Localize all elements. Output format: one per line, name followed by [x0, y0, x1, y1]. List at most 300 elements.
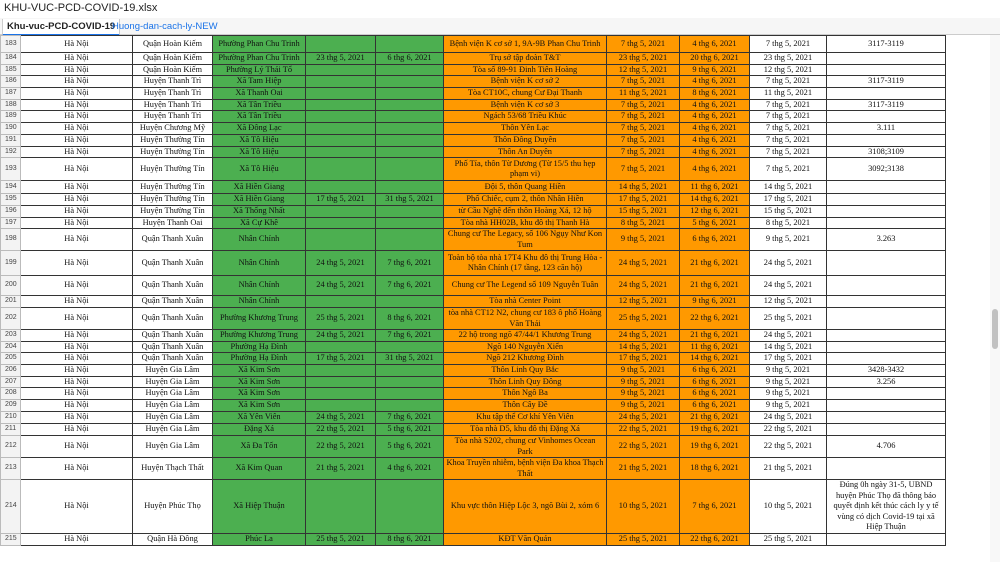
location-cell[interactable]: Tòa nhà Center Point [444, 296, 607, 308]
ward-cell[interactable]: Xã Tô Hiệu [213, 158, 306, 181]
location-cell[interactable]: Đội 5, thôn Quang Hiền [444, 181, 607, 194]
ward-cell[interactable]: Phường Phan Chu Trinh [213, 53, 306, 65]
ward-cell[interactable]: Xã Tô Hiệu [213, 146, 306, 158]
date-from-cell[interactable]: 14 thg 5, 2021 [607, 181, 680, 194]
district-cell[interactable]: Huyện Gia Lâm [133, 424, 213, 436]
district-cell[interactable]: Huyện Thanh Trì [133, 87, 213, 99]
date-cell[interactable]: 11 thg 5, 2021 [750, 87, 827, 99]
note-cell[interactable] [827, 353, 946, 365]
province-cell[interactable]: Hà Nội [21, 388, 133, 400]
note-cell[interactable]: 3117-3119 [827, 76, 946, 88]
note-cell[interactable] [827, 276, 946, 296]
row-number-cell[interactable]: 189 [1, 111, 21, 123]
date-from-cell[interactable]: 7 thg 5, 2021 [607, 111, 680, 123]
start-date-cell[interactable] [306, 181, 376, 194]
district-cell[interactable]: Quận Thanh Xuân [133, 330, 213, 342]
end-date-cell[interactable] [376, 64, 444, 76]
date-to-cell[interactable]: 21 thg 6, 2021 [680, 330, 750, 342]
date-from-cell[interactable]: 17 thg 5, 2021 [607, 194, 680, 206]
province-cell[interactable]: Hà Nội [21, 158, 133, 181]
province-cell[interactable]: Hà Nội [21, 146, 133, 158]
location-cell[interactable]: từ Cầu Nghệ đến thôn Hoàng Xá, 12 hộ [444, 205, 607, 217]
start-date-cell[interactable]: 25 thg 5, 2021 [306, 308, 376, 330]
row-number-cell[interactable]: 209 [1, 400, 21, 412]
date-to-cell[interactable]: 19 thg 6, 2021 [680, 424, 750, 436]
date-cell[interactable]: 7 thg 5, 2021 [750, 99, 827, 111]
province-cell[interactable]: Hà Nội [21, 205, 133, 217]
district-cell[interactable]: Huyện Gia Lâm [133, 400, 213, 412]
end-date-cell[interactable]: 8 thg 6, 2021 [376, 308, 444, 330]
note-cell[interactable] [827, 217, 946, 229]
row-number-cell[interactable]: 194 [1, 181, 21, 194]
date-cell[interactable]: 24 thg 5, 2021 [750, 276, 827, 296]
start-date-cell[interactable] [306, 205, 376, 217]
note-cell[interactable] [827, 533, 946, 545]
end-date-cell[interactable] [376, 480, 444, 534]
location-cell[interactable]: Chung cư The Legacy, số 106 Ngụy Như Kon Tum [444, 229, 607, 251]
end-date-cell[interactable] [376, 158, 444, 181]
note-cell[interactable]: 3108;3109 [827, 146, 946, 158]
district-cell[interactable]: Huyện Thường Tín [133, 158, 213, 181]
ward-cell[interactable]: Xã Yên Viên [213, 412, 306, 424]
row-number-cell[interactable]: 208 [1, 388, 21, 400]
row-number-cell[interactable]: 195 [1, 194, 21, 206]
ward-cell[interactable]: Phúc La [213, 533, 306, 545]
start-date-cell[interactable] [306, 480, 376, 534]
date-to-cell[interactable]: 5 thg 6, 2021 [680, 217, 750, 229]
location-cell[interactable]: Ngõ 140 Nguyễn Xiển [444, 341, 607, 353]
start-date-cell[interactable] [306, 146, 376, 158]
province-cell[interactable]: Hà Nội [21, 424, 133, 436]
location-cell[interactable]: Ngách 53/68 Triều Khúc [444, 111, 607, 123]
province-cell[interactable]: Hà Nội [21, 229, 133, 251]
province-cell[interactable]: Hà Nội [21, 276, 133, 296]
end-date-cell[interactable] [376, 76, 444, 88]
date-to-cell[interactable]: 14 thg 6, 2021 [680, 194, 750, 206]
location-cell[interactable]: Thôn Ngô Ba [444, 388, 607, 400]
end-date-cell[interactable] [376, 135, 444, 147]
note-cell[interactable] [827, 251, 946, 276]
ward-cell[interactable]: Xã Hiền Giang [213, 181, 306, 194]
end-date-cell[interactable] [376, 217, 444, 229]
ward-cell[interactable]: Xã Tam Hiệp [213, 76, 306, 88]
province-cell[interactable]: Hà Nội [21, 480, 133, 534]
district-cell[interactable]: Quận Hoàn Kiếm [133, 36, 213, 53]
start-date-cell[interactable] [306, 229, 376, 251]
district-cell[interactable]: Quận Thanh Xuân [133, 276, 213, 296]
start-date-cell[interactable]: 22 thg 5, 2021 [306, 436, 376, 458]
note-cell[interactable] [827, 388, 946, 400]
district-cell[interactable]: Quận Thanh Xuân [133, 251, 213, 276]
note-cell[interactable] [827, 64, 946, 76]
end-date-cell[interactable]: 31 thg 5, 2021 [376, 353, 444, 365]
start-date-cell[interactable]: 24 thg 5, 2021 [306, 330, 376, 342]
ward-cell[interactable]: Xã Hiệp Thuận [213, 480, 306, 534]
province-cell[interactable]: Hà Nội [21, 353, 133, 365]
date-from-cell[interactable]: 10 thg 5, 2021 [607, 480, 680, 534]
date-cell[interactable]: 15 thg 5, 2021 [750, 205, 827, 217]
note-cell[interactable]: 3.111 [827, 123, 946, 135]
tab-khu-vuc-pcd-covid-19[interactable]: Khu-vuc-PCD-COVID-19 [2, 19, 120, 36]
note-cell[interactable] [827, 111, 946, 123]
date-cell[interactable]: 7 thg 5, 2021 [750, 146, 827, 158]
location-cell[interactable]: Phố Tía, thôn Từ Dương (Từ 15/5 thu hẹp phạm vi) [444, 158, 607, 181]
ward-cell[interactable]: Nhân Chính [213, 296, 306, 308]
end-date-cell[interactable]: 7 thg 6, 2021 [376, 276, 444, 296]
date-cell[interactable]: 9 thg 5, 2021 [750, 388, 827, 400]
province-cell[interactable]: Hà Nội [21, 330, 133, 342]
ward-cell[interactable]: Phường Khương Trung [213, 308, 306, 330]
end-date-cell[interactable] [376, 146, 444, 158]
district-cell[interactable]: Huyện Gia Lâm [133, 365, 213, 377]
province-cell[interactable]: Hà Nội [21, 217, 133, 229]
ward-cell[interactable]: Nhân Chính [213, 251, 306, 276]
row-number-cell[interactable]: 214 [1, 480, 21, 534]
date-cell[interactable]: 24 thg 5, 2021 [750, 251, 827, 276]
note-cell[interactable]: 3.256 [827, 376, 946, 388]
location-cell[interactable]: tòa nhà CT12 N2, chung cư 183 ô phố Hoàng Văn Thái [444, 308, 607, 330]
ward-cell[interactable]: Xã Kim Quan [213, 458, 306, 480]
note-cell[interactable]: 3428-3432 [827, 365, 946, 377]
date-from-cell[interactable]: 24 thg 5, 2021 [607, 251, 680, 276]
date-to-cell[interactable]: 21 thg 6, 2021 [680, 276, 750, 296]
start-date-cell[interactable]: 17 thg 5, 2021 [306, 353, 376, 365]
date-cell[interactable]: 7 thg 5, 2021 [750, 123, 827, 135]
date-cell[interactable]: 7 thg 5, 2021 [750, 158, 827, 181]
ward-cell[interactable]: Phường Lý Thái Tổ [213, 64, 306, 76]
note-cell[interactable] [827, 308, 946, 330]
note-cell[interactable] [827, 412, 946, 424]
date-to-cell[interactable]: 6 thg 6, 2021 [680, 229, 750, 251]
location-cell[interactable]: Thôn Cây Đề [444, 400, 607, 412]
date-from-cell[interactable]: 7 thg 5, 2021 [607, 76, 680, 88]
start-date-cell[interactable] [306, 341, 376, 353]
location-cell[interactable]: Khoa Truyền nhiễm, bệnh viện Đa khoa Thạch Thất [444, 458, 607, 480]
date-to-cell[interactable]: 4 thg 6, 2021 [680, 99, 750, 111]
end-date-cell[interactable]: 8 thg 6, 2021 [376, 533, 444, 545]
district-cell[interactable]: Huyện Thanh Trì [133, 76, 213, 88]
date-to-cell[interactable]: 7 thg 6, 2021 [680, 480, 750, 534]
ward-cell[interactable]: Nhân Chính [213, 229, 306, 251]
start-date-cell[interactable] [306, 123, 376, 135]
date-to-cell[interactable]: 8 thg 6, 2021 [680, 87, 750, 99]
ward-cell[interactable]: Phường Hạ Đình [213, 353, 306, 365]
date-cell[interactable]: 7 thg 5, 2021 [750, 36, 827, 53]
province-cell[interactable]: Hà Nội [21, 341, 133, 353]
district-cell[interactable]: Quận Thanh Xuân [133, 308, 213, 330]
province-cell[interactable]: Hà Nội [21, 76, 133, 88]
end-date-cell[interactable] [376, 229, 444, 251]
row-number-cell[interactable]: 192 [1, 146, 21, 158]
end-date-cell[interactable]: 5 thg 6, 2021 [376, 436, 444, 458]
district-cell[interactable]: Huyện Thường Tín [133, 194, 213, 206]
district-cell[interactable]: Huyện Phúc Thọ [133, 480, 213, 534]
date-from-cell[interactable]: 24 thg 5, 2021 [607, 276, 680, 296]
note-cell[interactable] [827, 194, 946, 206]
district-cell[interactable]: Quận Thanh Xuân [133, 341, 213, 353]
date-cell[interactable]: 12 thg 5, 2021 [750, 296, 827, 308]
date-cell[interactable]: 24 thg 5, 2021 [750, 412, 827, 424]
date-cell[interactable]: 10 thg 5, 2021 [750, 480, 827, 534]
date-to-cell[interactable]: 4 thg 6, 2021 [680, 158, 750, 181]
date-cell[interactable]: 21 thg 5, 2021 [750, 458, 827, 480]
start-date-cell[interactable] [306, 388, 376, 400]
province-cell[interactable]: Hà Nội [21, 251, 133, 276]
date-cell[interactable]: 22 thg 5, 2021 [750, 424, 827, 436]
date-to-cell[interactable]: 12 thg 6, 2021 [680, 205, 750, 217]
start-date-cell[interactable]: 22 thg 5, 2021 [306, 424, 376, 436]
date-to-cell[interactable]: 19 thg 6, 2021 [680, 436, 750, 458]
note-cell[interactable] [827, 296, 946, 308]
district-cell[interactable]: Huyện Thanh Trì [133, 99, 213, 111]
row-number-cell[interactable]: 210 [1, 412, 21, 424]
district-cell[interactable]: Huyện Thường Tín [133, 135, 213, 147]
date-from-cell[interactable]: 7 thg 5, 2021 [607, 36, 680, 53]
district-cell[interactable]: Huyện Thường Tín [133, 146, 213, 158]
start-date-cell[interactable]: 23 thg 5, 2021 [306, 53, 376, 65]
end-date-cell[interactable]: 6 thg 6, 2021 [376, 53, 444, 65]
date-to-cell[interactable]: 11 thg 6, 2021 [680, 181, 750, 194]
start-date-cell[interactable] [306, 376, 376, 388]
date-from-cell[interactable]: 7 thg 5, 2021 [607, 99, 680, 111]
district-cell[interactable]: Quận Hà Đông [133, 533, 213, 545]
note-cell[interactable] [827, 330, 946, 342]
date-from-cell[interactable]: 7 thg 5, 2021 [607, 158, 680, 181]
date-from-cell[interactable]: 9 thg 5, 2021 [607, 376, 680, 388]
ward-cell[interactable]: Xã Tân Triều [213, 111, 306, 123]
start-date-cell[interactable] [306, 217, 376, 229]
row-number-cell[interactable]: 187 [1, 87, 21, 99]
date-cell[interactable]: 9 thg 5, 2021 [750, 400, 827, 412]
ward-cell[interactable]: Xã Thống Nhất [213, 205, 306, 217]
date-from-cell[interactable]: 15 thg 5, 2021 [607, 205, 680, 217]
district-cell[interactable]: Quận Hoàn Kiếm [133, 53, 213, 65]
date-cell[interactable]: 7 thg 5, 2021 [750, 135, 827, 147]
province-cell[interactable]: Hà Nội [21, 87, 133, 99]
location-cell[interactable]: Tòa nhà S202, chung cư Vinhomes Ocean Park [444, 436, 607, 458]
end-date-cell[interactable] [376, 341, 444, 353]
row-number-cell[interactable]: 196 [1, 205, 21, 217]
province-cell[interactable]: Hà Nội [21, 533, 133, 545]
date-cell[interactable]: 8 thg 5, 2021 [750, 217, 827, 229]
date-cell[interactable]: 23 thg 5, 2021 [750, 53, 827, 65]
row-number-cell[interactable]: 193 [1, 158, 21, 181]
date-to-cell[interactable]: 22 thg 6, 2021 [680, 533, 750, 545]
location-cell[interactable]: Thôn Linh Quy Đông [444, 376, 607, 388]
date-to-cell[interactable]: 4 thg 6, 2021 [680, 146, 750, 158]
note-cell[interactable] [827, 135, 946, 147]
end-date-cell[interactable] [376, 388, 444, 400]
end-date-cell[interactable] [376, 123, 444, 135]
date-from-cell[interactable]: 9 thg 5, 2021 [607, 229, 680, 251]
province-cell[interactable]: Hà Nội [21, 412, 133, 424]
end-date-cell[interactable]: 31 thg 5, 2021 [376, 194, 444, 206]
date-from-cell[interactable]: 22 thg 5, 2021 [607, 436, 680, 458]
date-cell[interactable]: 9 thg 5, 2021 [750, 229, 827, 251]
ward-cell[interactable]: Phường Khương Trung [213, 330, 306, 342]
date-to-cell[interactable]: 9 thg 6, 2021 [680, 64, 750, 76]
start-date-cell[interactable] [306, 76, 376, 88]
row-number-cell[interactable]: 199 [1, 251, 21, 276]
district-cell[interactable]: Huyện Gia Lâm [133, 376, 213, 388]
date-to-cell[interactable]: 4 thg 6, 2021 [680, 135, 750, 147]
province-cell[interactable]: Hà Nội [21, 458, 133, 480]
row-number-cell[interactable]: 191 [1, 135, 21, 147]
date-cell[interactable]: 14 thg 5, 2021 [750, 181, 827, 194]
district-cell[interactable]: Quận Thanh Xuân [133, 229, 213, 251]
row-number-cell[interactable]: 198 [1, 229, 21, 251]
location-cell[interactable]: 22 hộ trong ngõ 47/44/1 Khương Trung [444, 330, 607, 342]
district-cell[interactable]: Huyện Gia Lâm [133, 388, 213, 400]
start-date-cell[interactable] [306, 400, 376, 412]
note-cell[interactable] [827, 458, 946, 480]
district-cell[interactable]: Quận Hoàn Kiếm [133, 64, 213, 76]
date-to-cell[interactable]: 6 thg 6, 2021 [680, 376, 750, 388]
date-cell[interactable]: 12 thg 5, 2021 [750, 64, 827, 76]
location-cell[interactable]: Tòa CT10C, chung Cư Đại Thanh [444, 87, 607, 99]
date-to-cell[interactable]: 20 thg 6, 2021 [680, 53, 750, 65]
start-date-cell[interactable]: 24 thg 5, 2021 [306, 276, 376, 296]
row-number-cell[interactable]: 202 [1, 308, 21, 330]
district-cell[interactable]: Huyện Chương Mỹ [133, 123, 213, 135]
date-from-cell[interactable]: 7 thg 5, 2021 [607, 146, 680, 158]
note-cell[interactable] [827, 53, 946, 65]
location-cell[interactable]: Khu vực thôn Hiệp Lộc 3, ngõ Bùi 2, xóm 6 [444, 480, 607, 534]
date-to-cell[interactable]: 4 thg 6, 2021 [680, 111, 750, 123]
ward-cell[interactable]: Xã Kim Sơn [213, 365, 306, 377]
start-date-cell[interactable] [306, 87, 376, 99]
ward-cell[interactable]: Xã Hiền Giang [213, 194, 306, 206]
end-date-cell[interactable]: 7 thg 6, 2021 [376, 330, 444, 342]
location-cell[interactable]: Tòa số 89-91 Đinh Tiên Hoàng [444, 64, 607, 76]
district-cell[interactable]: Huyện Thạch Thất [133, 458, 213, 480]
date-from-cell[interactable]: 7 thg 5, 2021 [607, 135, 680, 147]
start-date-cell[interactable]: 24 thg 5, 2021 [306, 412, 376, 424]
date-from-cell[interactable]: 9 thg 5, 2021 [607, 400, 680, 412]
date-to-cell[interactable]: 9 thg 6, 2021 [680, 296, 750, 308]
row-number-cell[interactable]: 183 [1, 36, 21, 53]
spreadsheet-grid[interactable] [0, 35, 990, 562]
province-cell[interactable]: Hà Nội [21, 436, 133, 458]
ward-cell[interactable]: Phường Phan Chu Trinh [213, 36, 306, 53]
date-from-cell[interactable]: 9 thg 5, 2021 [607, 388, 680, 400]
district-cell[interactable]: Quận Thanh Xuân [133, 296, 213, 308]
scrollbar-thumb[interactable] [992, 309, 998, 349]
tab-huong-dan-cach-ly-new[interactable]: Huong-dan-cach-ly-NEW [112, 21, 218, 32]
date-cell[interactable]: 9 thg 5, 2021 [750, 365, 827, 377]
ward-cell[interactable]: Xã Đa Tốn [213, 436, 306, 458]
start-date-cell[interactable]: 17 thg 5, 2021 [306, 194, 376, 206]
district-cell[interactable]: Huyện Thanh Trì [133, 111, 213, 123]
province-cell[interactable]: Hà Nội [21, 308, 133, 330]
date-cell[interactable]: 24 thg 5, 2021 [750, 330, 827, 342]
date-from-cell[interactable]: 12 thg 5, 2021 [607, 64, 680, 76]
date-from-cell[interactable]: 8 thg 5, 2021 [607, 217, 680, 229]
date-to-cell[interactable]: 11 thg 6, 2021 [680, 341, 750, 353]
end-date-cell[interactable] [376, 400, 444, 412]
start-date-cell[interactable]: 24 thg 5, 2021 [306, 251, 376, 276]
end-date-cell[interactable] [376, 181, 444, 194]
date-to-cell[interactable]: 4 thg 6, 2021 [680, 36, 750, 53]
location-cell[interactable]: Tòa nhà HH02B, khu đô thị Thanh Hà [444, 217, 607, 229]
date-from-cell[interactable]: 24 thg 5, 2021 [607, 330, 680, 342]
location-cell[interactable]: Bệnh viện K cơ sở 2 [444, 76, 607, 88]
location-cell[interactable]: KĐT Văn Quán [444, 533, 607, 545]
ward-cell[interactable]: Xã Kim Sơn [213, 388, 306, 400]
start-date-cell[interactable] [306, 158, 376, 181]
province-cell[interactable]: Hà Nội [21, 365, 133, 377]
row-number-cell[interactable]: 188 [1, 99, 21, 111]
district-cell[interactable]: Quận Thanh Xuân [133, 353, 213, 365]
date-from-cell[interactable]: 23 thg 5, 2021 [607, 53, 680, 65]
row-number-cell[interactable]: 203 [1, 330, 21, 342]
province-cell[interactable]: Hà Nội [21, 376, 133, 388]
date-to-cell[interactable]: 18 thg 6, 2021 [680, 458, 750, 480]
row-number-cell[interactable]: 190 [1, 123, 21, 135]
start-date-cell[interactable] [306, 36, 376, 53]
province-cell[interactable]: Hà Nội [21, 135, 133, 147]
province-cell[interactable]: Hà Nội [21, 181, 133, 194]
start-date-cell[interactable]: 25 thg 5, 2021 [306, 533, 376, 545]
note-cell[interactable] [827, 87, 946, 99]
province-cell[interactable]: Hà Nội [21, 296, 133, 308]
start-date-cell[interactable] [306, 99, 376, 111]
row-number-cell[interactable]: 207 [1, 376, 21, 388]
district-cell[interactable]: Huyện Gia Lâm [133, 412, 213, 424]
province-cell[interactable]: Hà Nội [21, 99, 133, 111]
end-date-cell[interactable] [376, 365, 444, 377]
date-to-cell[interactable]: 14 thg 6, 2021 [680, 353, 750, 365]
row-number-cell[interactable]: 204 [1, 341, 21, 353]
location-cell[interactable]: Thôn Yên Lạc [444, 123, 607, 135]
ward-cell[interactable]: Đặng Xá [213, 424, 306, 436]
ward-cell[interactable]: Phường Hạ Đình [213, 341, 306, 353]
date-to-cell[interactable]: 22 thg 6, 2021 [680, 308, 750, 330]
end-date-cell[interactable]: 4 thg 6, 2021 [376, 458, 444, 480]
note-cell[interactable] [827, 424, 946, 436]
province-cell[interactable]: Hà Nội [21, 53, 133, 65]
province-cell[interactable]: Hà Nội [21, 194, 133, 206]
start-date-cell[interactable] [306, 111, 376, 123]
note-cell[interactable]: 3117-3119 [827, 99, 946, 111]
location-cell[interactable]: Chung cư The Legend số 109 Nguyễn Tuân [444, 276, 607, 296]
note-cell[interactable] [827, 341, 946, 353]
ward-cell[interactable]: Xã Đông Lạc [213, 123, 306, 135]
end-date-cell[interactable] [376, 87, 444, 99]
note-cell[interactable]: Đúng 0h ngày 31-5, UBND huyện Phúc Thọ đã thông báo quyết định kết thúc cách ly y tế vùng có dịch Covid-19 tại xã Hiệp Thuận [827, 480, 946, 534]
note-cell[interactable]: 3117-3119 [827, 36, 946, 53]
end-date-cell[interactable]: 5 thg 6, 2021 [376, 424, 444, 436]
date-to-cell[interactable]: 6 thg 6, 2021 [680, 365, 750, 377]
date-cell[interactable]: 22 thg 5, 2021 [750, 436, 827, 458]
start-date-cell[interactable] [306, 365, 376, 377]
date-from-cell[interactable]: 25 thg 5, 2021 [607, 533, 680, 545]
end-date-cell[interactable] [376, 296, 444, 308]
ward-cell[interactable]: Xã Tô Hiệu [213, 135, 306, 147]
date-from-cell[interactable]: 7 thg 5, 2021 [607, 123, 680, 135]
note-cell[interactable]: 3092;3138 [827, 158, 946, 181]
date-from-cell[interactable]: 22 thg 5, 2021 [607, 424, 680, 436]
location-cell[interactable]: Bệnh viện K cơ sở 1, 9A-9B Phan Chu Trinh [444, 36, 607, 53]
end-date-cell[interactable] [376, 111, 444, 123]
date-cell[interactable]: 25 thg 5, 2021 [750, 308, 827, 330]
location-cell[interactable]: Toàn bộ tòa nhà 17T4 Khu đô thị Trung Hòa - Nhân Chính (17 tầng, 123 căn hộ) [444, 251, 607, 276]
row-number-cell[interactable]: 184 [1, 53, 21, 65]
location-cell[interactable]: Bệnh viện K cơ sở 3 [444, 99, 607, 111]
date-cell[interactable]: 25 thg 5, 2021 [750, 533, 827, 545]
row-number-cell[interactable]: 212 [1, 436, 21, 458]
location-cell[interactable]: Phố Chiếc, cụm 2, thôn Nhân Hiền [444, 194, 607, 206]
